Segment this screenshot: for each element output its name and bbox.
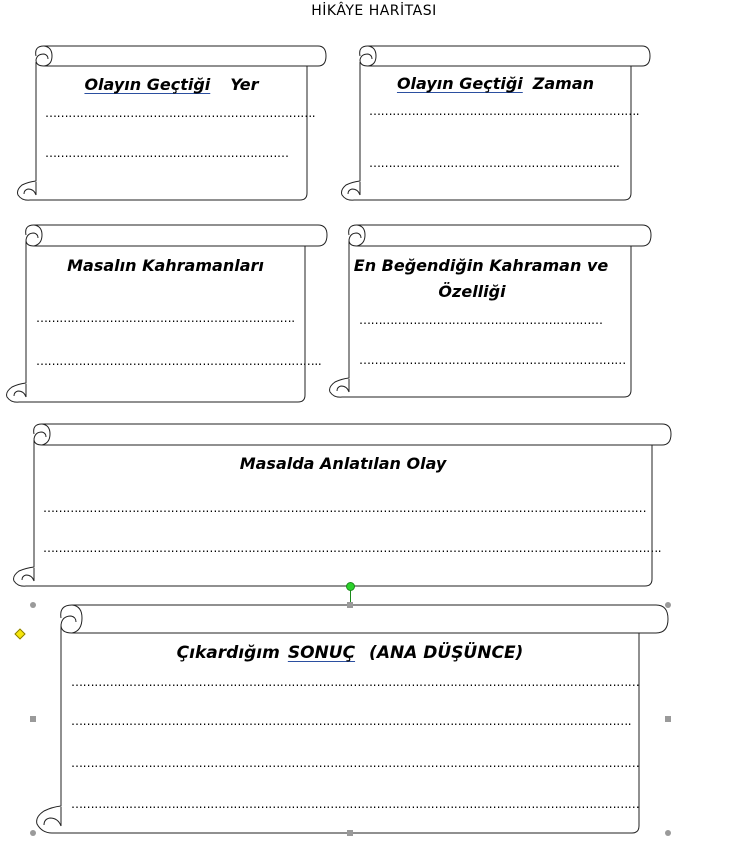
- place-heading: [36, 72, 307, 98]
- result-heading-suffix: (ANA DÜŞÜNCE): [369, 643, 524, 663]
- scroll-frame-favorite: [330, 225, 651, 397]
- result-line-4[interactable]: …………………………………………………………………………………………………………………………………: [71, 797, 640, 811]
- result-heading: [61, 640, 639, 666]
- heroes-heading: Masalın Kahramanları: [67, 256, 264, 275]
- time-heading-underlined: Olayın Geçtiği: [396, 74, 523, 93]
- resize-handle-top[interactable]: [347, 602, 353, 608]
- resize-handle-left[interactable]: [30, 716, 36, 722]
- favorite-heading-line-1: En Beğendiğin Kahraman ve: [353, 256, 609, 275]
- page-title: HİKÂYE HARİTASI: [311, 3, 437, 19]
- rotation-handle[interactable]: [346, 582, 355, 591]
- result-heading-underlined: SONUÇ: [287, 643, 356, 663]
- resize-handle-bottom-left[interactable]: [30, 830, 36, 836]
- place-line-1[interactable]: …………………………………………………………….: [45, 106, 316, 120]
- time-heading-rest: Zaman: [532, 74, 595, 93]
- resize-handle-top-right[interactable]: [665, 602, 671, 608]
- result-line-1[interactable]: …………………………………………………………………………………………………………………………………: [71, 675, 640, 689]
- resize-handle-bottom-right[interactable]: [665, 830, 671, 836]
- event-line-1[interactable]: …………………………………………………………………………………………………………………………………………: [43, 501, 647, 515]
- result-line-2[interactable]: ……………………………………………………………………………………………………………………………….: [71, 714, 632, 728]
- favorite-line-2[interactable]: ……………………………………………………………: [359, 353, 626, 367]
- resize-handle-bottom[interactable]: [347, 830, 353, 836]
- scroll-frame-place: [18, 46, 327, 200]
- place-heading-underlined: Olayın Geçtiği: [84, 75, 211, 94]
- result-line-3[interactable]: …………………………………………………………………………………………………………………………………: [71, 756, 640, 770]
- favorite-line-1[interactable]: ………………………………………………………: [359, 313, 603, 327]
- event-heading: Masalda Anlatılan Olay: [239, 454, 447, 473]
- time-line-1[interactable]: …………………………………………………………….: [369, 104, 640, 118]
- heroes-line-2[interactable]: ………………………………………………………………..: [36, 354, 322, 368]
- place-line-2[interactable]: ………………………………………………………: [45, 146, 289, 160]
- result-heading-prefix: Çıkardığım: [176, 643, 280, 663]
- event-line-2[interactable]: …………………………………………………………………………………………………………………………………………….: [43, 541, 662, 555]
- time-heading: [360, 71, 631, 97]
- heroes-line-1[interactable]: ………………………………………………………….: [36, 311, 295, 325]
- resize-handle-right[interactable]: [665, 716, 671, 722]
- place-heading-rest: Yer: [230, 75, 259, 94]
- scroll-frame-time: [342, 46, 651, 200]
- resize-handle-top-left[interactable]: [30, 602, 36, 608]
- favorite-heading-line-2: Özelliği: [438, 282, 506, 301]
- time-line-2[interactable]: ………………………………………………………..: [369, 156, 620, 170]
